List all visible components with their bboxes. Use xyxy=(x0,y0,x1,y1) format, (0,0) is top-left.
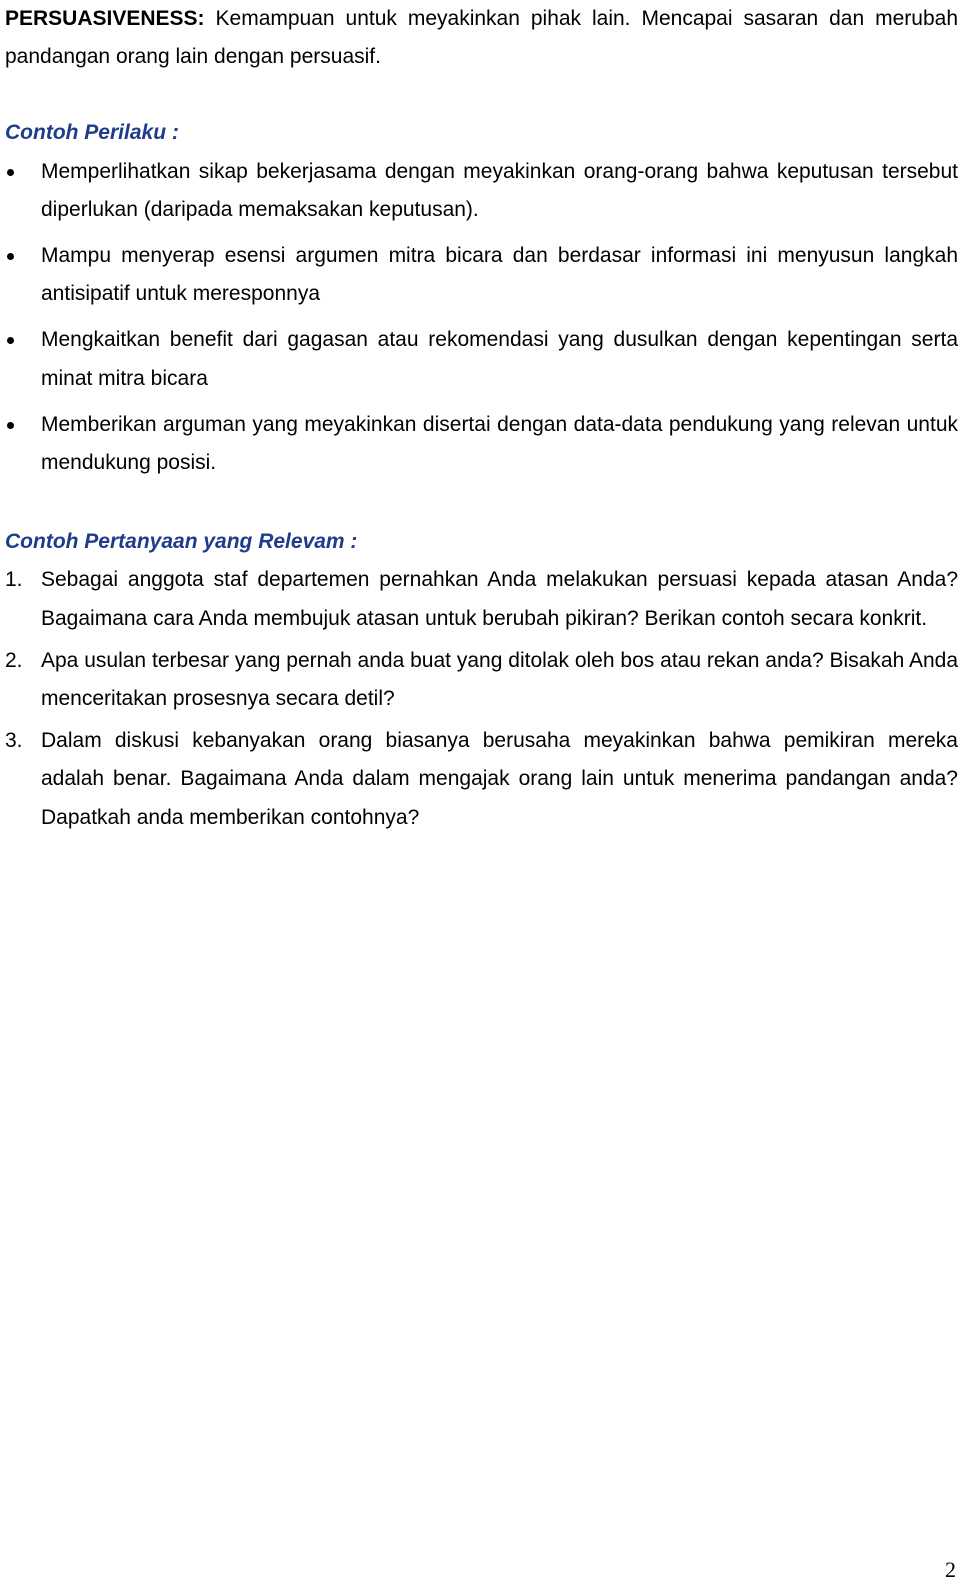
behavior-examples-list xyxy=(5,153,958,483)
intro-text: Kemampuan untuk meyakinkan pihak lain. Mencapai sasaran dan merubah pandangan orang lain dengan persuasif. xyxy=(5,7,958,69)
list-item xyxy=(5,153,958,229)
question-number: 2. xyxy=(5,648,23,672)
document-content xyxy=(5,0,958,837)
list-item-text: Mampu menyerap esensi argumen mitra bicara dan berdasar informasi ini menyusun langkah antisipatif untuk meresponnya xyxy=(41,244,958,306)
list-item-text: Mengkaitkan benefit dari gagasan atau rekomendasi yang dusulkan dengan kepentingan serta minat mitra bicara xyxy=(41,328,958,390)
bullet-icon xyxy=(7,422,14,429)
list-item-text: Memberikan arguman yang meyakinkan disertai dengan data-data pendukung yang relevan untuk mendukung posisi. xyxy=(41,412,958,475)
questions-list xyxy=(5,561,958,836)
question-item xyxy=(5,561,958,637)
question-item xyxy=(5,642,958,718)
list-item xyxy=(5,237,958,313)
bullet-icon xyxy=(7,253,14,260)
questions-heading: Contoh Pertanyaan yang Relevam : xyxy=(5,530,358,554)
behavior-examples-heading: Contoh Perilaku : xyxy=(5,121,179,145)
question-text: Sebagai anggota staf departemen pernahkan Anda melakukan persuasi kepada atasan Anda? Bagaimana cara Anda membujuk atasan untuk berubah pikiran? Berikan contoh secara konkrit. xyxy=(41,568,958,630)
question-number: 3. xyxy=(5,729,23,753)
list-item-text: Memperlihatkan sikap bekerjasama dengan meyakinkan orang-orang bahwa keputusan tersebut diperlukan (daripada memaksakan keputusan). xyxy=(41,159,958,221)
intro-paragraph xyxy=(5,0,958,76)
bullet-icon xyxy=(7,169,14,176)
list-item xyxy=(5,321,958,397)
question-item xyxy=(5,722,958,837)
list-item xyxy=(5,406,958,482)
question-text: Apa usulan terbesar yang pernah anda buat yang ditolak oleh bos atau rekan anda? Bisakah Anda menceritakan prosesnya secara detil? xyxy=(41,648,958,711)
intro-term: PERSUASIVENESS: xyxy=(5,7,205,30)
bullet-icon xyxy=(7,337,14,344)
question-text: Dalam diskusi kebanyakan orang biasanya berusaha meyakinkan bahwa pemikiran mereka adalah benar. Bagaimana Anda dalam mengajak orang lain untuk menerima pandangan anda? Dapatkah anda memberikan contohnya? xyxy=(41,729,958,829)
page-number: 2 xyxy=(945,1557,956,1582)
question-number: 1. xyxy=(5,568,23,592)
